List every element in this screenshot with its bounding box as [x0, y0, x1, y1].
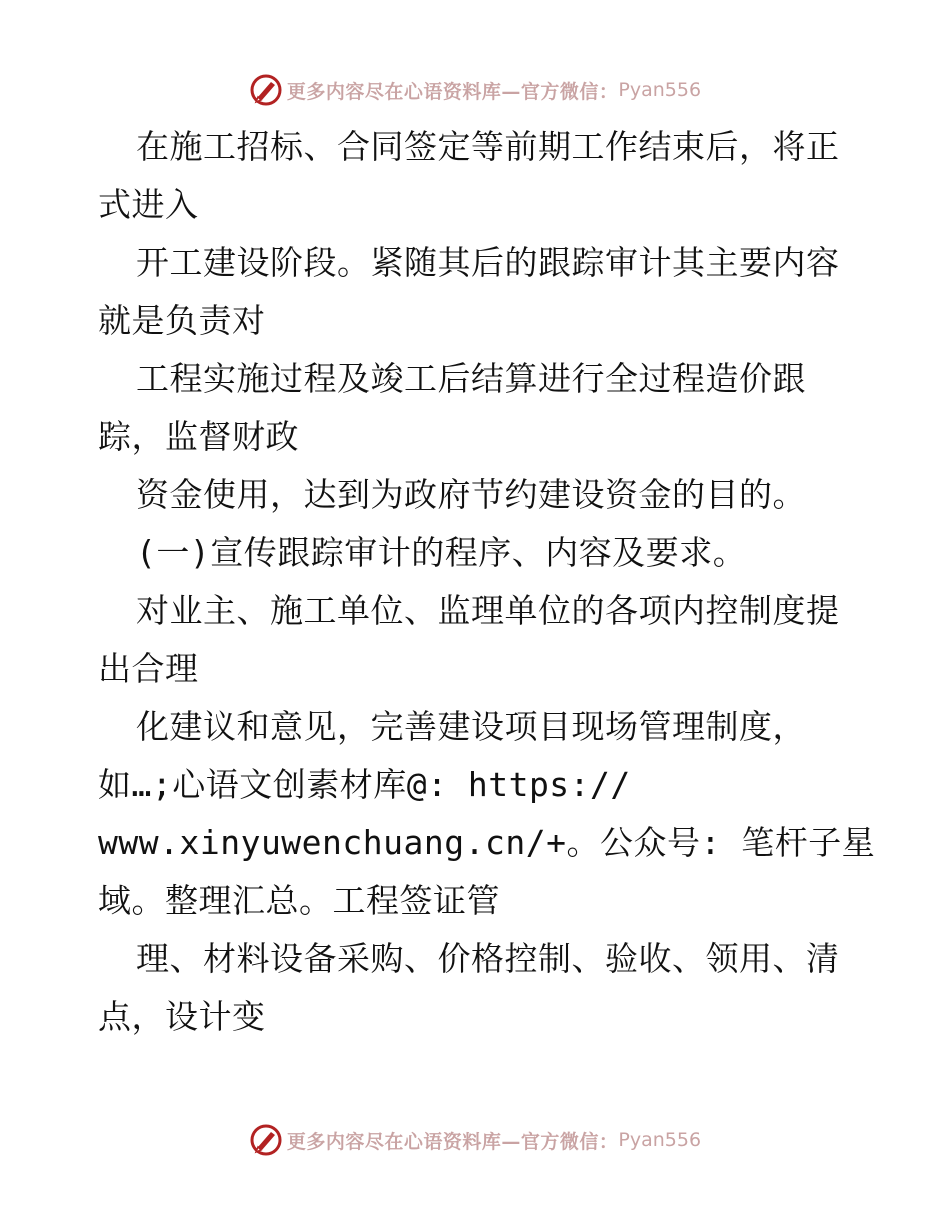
header-watermark-contact: Pyan556 — [618, 79, 702, 101]
text-line: www.xinyuwenchuang.cn/+。公众号: 笔杆子星 — [98, 823, 876, 862]
text-line: 工程实施过程及竣工后结算进行全过程造价跟 — [136, 359, 806, 398]
header-watermark-text: 更多内容尽在心语资料库—官方微信： — [286, 80, 619, 103]
pen-logo-icon — [249, 1123, 283, 1157]
text-line: 点，设计变 — [98, 997, 266, 1036]
text-line: 出合理 — [98, 649, 199, 688]
text-line: 如…;心语文创素材库@: https:// — [98, 765, 631, 804]
text-line: 踪，监督财政 — [98, 417, 299, 456]
section-heading: (一)宣传跟踪审计的程序、内容及要求。 — [136, 533, 747, 572]
pen-logo-icon — [249, 73, 283, 107]
text-line: 理、材料设备采购、价格控制、验收、领用、清 — [136, 939, 840, 978]
footer-watermark-banner — [0, 1120, 950, 1160]
header-watermark-banner — [0, 70, 950, 110]
text-line: 开工建设阶段。紧随其后的跟踪审计其主要内容 — [136, 243, 840, 282]
text-line: 化建议和意见，完善建设项目现场管理制度， — [136, 707, 806, 746]
text-line: 资金使用，达到为政府节约建设资金的目的。 — [136, 475, 806, 514]
text-line: 式进入 — [98, 185, 199, 224]
text-line: 在施工招标、合同签定等前期工作结束后，将正 — [136, 127, 840, 166]
text-line: 域。整理汇总。工程签证管 — [98, 881, 500, 920]
footer-watermark-contact: Pyan556 — [618, 1129, 702, 1151]
text-line: 对业主、施工单位、监理单位的各项内控制度提 — [136, 591, 840, 630]
body-text — [98, 118, 876, 1046]
text-line: 就是负责对 — [98, 301, 266, 340]
footer-watermark-text: 更多内容尽在心语资料库—官方微信： — [286, 1130, 619, 1153]
